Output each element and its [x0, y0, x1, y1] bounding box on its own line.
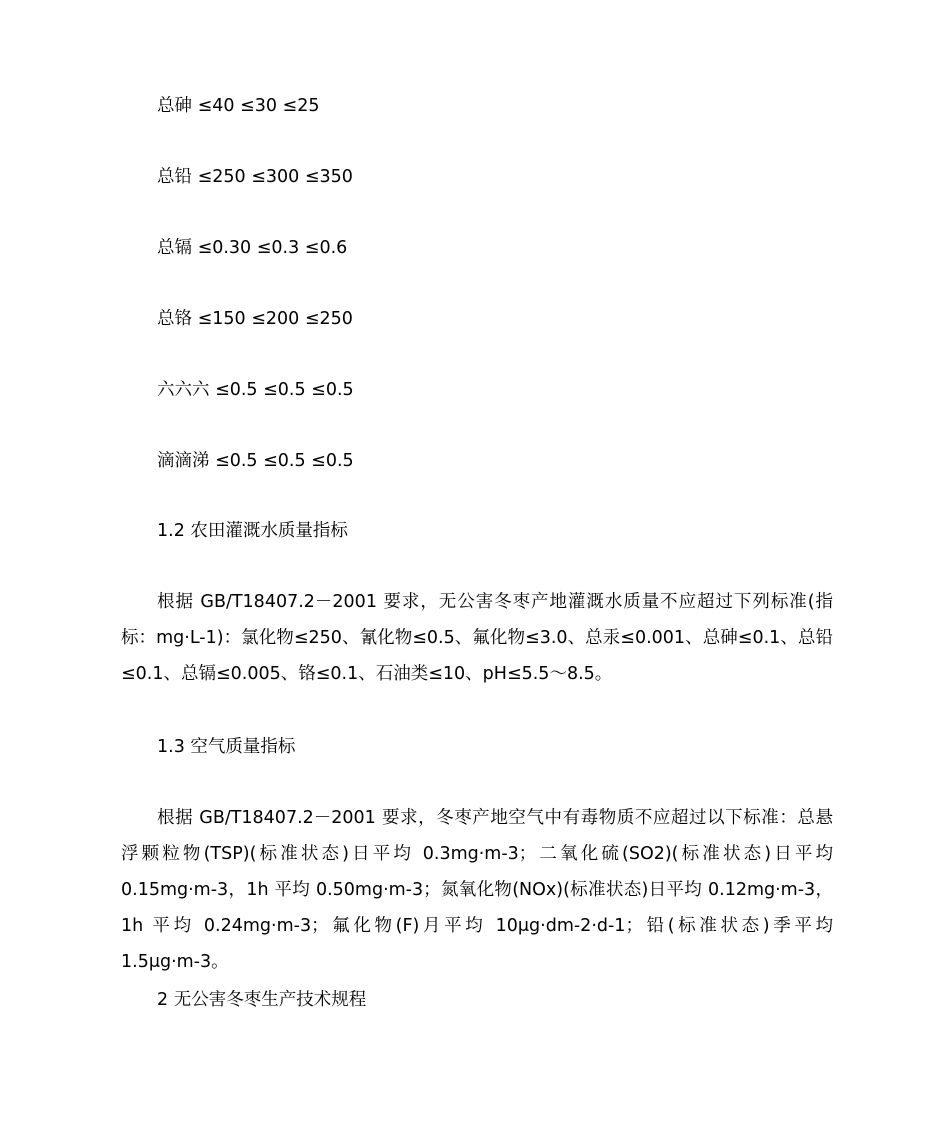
table-row-chromium: 总铬 ≤150 ≤200 ≤250 — [157, 309, 353, 329]
paragraph-irrigation-water: 根据 GB/T18407.2－2001 要求，无公害冬枣产地灌溉水质量不应超过下列标准(指标：mg·L-1)：氯化物≤250、氰化物≤0.5、氟化物≤3.0、总汞≤0.001、总砷≤0.1、总铅≤0.1、总镉≤0.005、铬≤0.1、石油类≤10、pH≤5.5～8.5。 — [121, 592, 833, 684]
section-heading-production-rules: 2 无公害冬枣生产技术规程 — [157, 990, 367, 1010]
table-row-hch: 六六六 ≤0.5 ≤0.5 ≤0.5 — [157, 380, 354, 400]
table-row-arsenic: 总砷 ≤40 ≤30 ≤25 — [157, 96, 320, 116]
section-heading-irrigation-water: 1.2 农田灌溉水质量指标 — [157, 521, 348, 541]
table-row-ddt: 滴滴涕 ≤0.5 ≤0.5 ≤0.5 — [157, 451, 354, 471]
table-row-cadmium: 总镉 ≤0.30 ≤0.3 ≤0.6 — [157, 238, 348, 258]
section-heading-air-quality: 1.3 空气质量指标 — [157, 737, 296, 757]
paragraph-air-quality: 根据 GB/T18407.2－2001 要求，冬枣产地空气中有毒物质不应超过以下标准：总悬浮颗粒物(TSP)(标准状态)日平均 0.3mg·m-3；二氧化硫(SO2)(标准状态)日平均 0.15mg·m-3，1h 平均 0.50mg·m-3；氮氧化物(NOx)(标准状态)日平均 0.12mg·m-3，1h 平均 0.24mg·m-3；氟化物(F)月平均 10μg·dm-2·d-1；铅(标准状态)季平均 1.5μg·m-3。 — [121, 808, 833, 972]
table-row-lead: 总铅 ≤250 ≤300 ≤350 — [157, 167, 353, 187]
